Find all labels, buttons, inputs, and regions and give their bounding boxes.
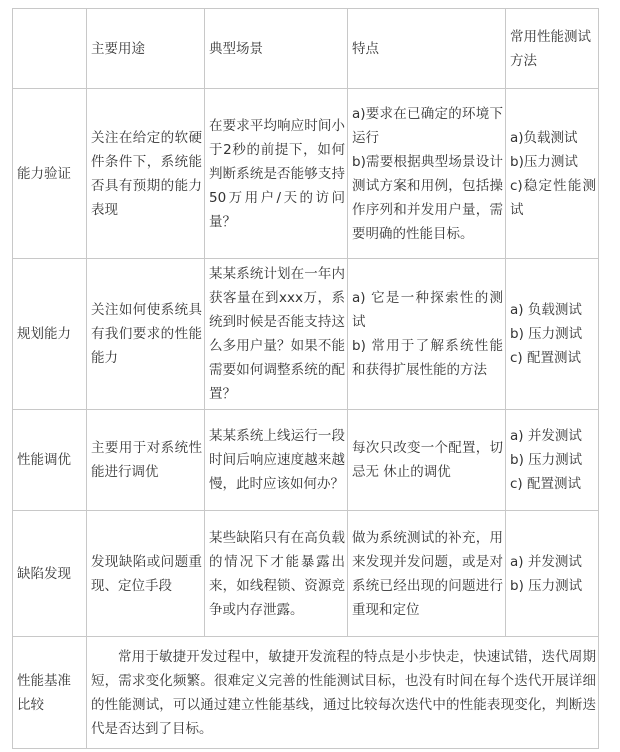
table-row-baseline — [13, 637, 599, 749]
method-item: b) 压力测试 — [510, 577, 583, 594]
method-item: a) 并发测试 — [510, 553, 582, 570]
row-name: 能力验证 — [13, 89, 87, 259]
table-row — [13, 511, 599, 637]
header-cell-features: 特点 — [348, 9, 506, 89]
feature-item: b) 常用于了解系统性能和获得扩展性能的方法 — [352, 338, 503, 378]
row-name: 性能基准比较 — [13, 637, 87, 749]
row-name: 性能调优 — [13, 410, 87, 511]
usage-cell: 发现缺陷或问题重现、定位手段 — [87, 511, 205, 637]
methods-cell — [506, 410, 599, 511]
table-row — [13, 89, 599, 259]
header-cell-scenario: 典型场景 — [205, 9, 348, 89]
usage-cell: 主要用于对系统性能进行调优 — [87, 410, 205, 511]
feature-item: a)要求在已确定的环境下运行 — [352, 105, 503, 146]
method-item: a) 负载测试 — [510, 302, 582, 318]
table-row — [13, 259, 599, 410]
methods-cell — [506, 259, 599, 410]
feature-item: b)需要根据典型场景设计测试方案和用例，包括操作序列和并发用户量，需要明确的性能目标。 — [352, 153, 503, 242]
features-cell — [348, 511, 506, 637]
method-item: a)负载测试 — [510, 129, 578, 146]
performance-test-table — [12, 8, 599, 749]
table-row — [13, 410, 599, 511]
row-name: 缺陷发现 — [13, 511, 87, 637]
scenario-cell: 某些缺陷只有在高负载的情况下才能暴露出来，如线程锁、资源竞争或内存泄露。 — [205, 511, 348, 637]
performance-test-table-wrapper — [12, 8, 599, 749]
header-cell-methods: 常用性能测试方法 — [506, 9, 599, 89]
method-item: c) 配置测试 — [510, 476, 581, 492]
scenario-cell: 某某系统上线运行一段时间后响应速度越来越慢，此时应该如何办？ — [205, 410, 348, 511]
method-item: b) 压力测试 — [510, 326, 583, 342]
header-cell-empty — [13, 9, 87, 89]
header-row — [13, 9, 599, 89]
method-item: c)稳定性能测试 — [510, 177, 596, 218]
header-cell-usage: 主要用途 — [87, 9, 205, 89]
methods-cell — [506, 89, 599, 259]
method-item: b) 压力测试 — [510, 452, 583, 468]
features-cell — [348, 259, 506, 410]
features-cell — [348, 89, 506, 259]
method-item: a) 并发测试 — [510, 428, 582, 444]
method-item: b)压力测试 — [510, 153, 578, 170]
usage-cell: 关注如何使系统具有我们要求的性能能力 — [87, 259, 205, 410]
feature-item: a) 它是一种探索性的测试 — [352, 290, 503, 330]
method-item: c) 配置测试 — [510, 350, 581, 366]
baseline-description-cell: 常用于敏捷开发过程中，敏捷开发流程的特点是小步快走，快速试错，迭代周期短，需求变化频繁。很难定义完善的性能测试目标，也没有时间在每个迭代开展详细的性能测试，可以通过建立性能基线，通过比较每次迭代中的性能表现变化，判断迭代是否达到了目标。 — [87, 637, 599, 749]
methods-cell — [506, 511, 599, 637]
feature-item: 做为系统测试的补充，用来发现并发问题，或是对系统已经出现的问题进行重现和定位 — [352, 529, 503, 618]
row-name: 规划能力 — [13, 259, 87, 410]
feature-item: 每次只改变一个配置，切忌无 休止的调优 — [352, 440, 503, 480]
scenario-cell: 某某系统计划在一年内获客量在到xxx万，系统到时候是否能支持这么多用户量？如果不能需要如何调整系统的配置？ — [205, 259, 348, 410]
features-cell — [348, 410, 506, 511]
usage-cell: 关注在给定的软硬件条件下，系统能否具有预期的能力表现 — [87, 89, 205, 259]
scenario-cell: 在要求平均响应时间小于2秒的前提下，如何判断系统是否能够支持50万用户/天的访问量？ — [205, 89, 348, 259]
